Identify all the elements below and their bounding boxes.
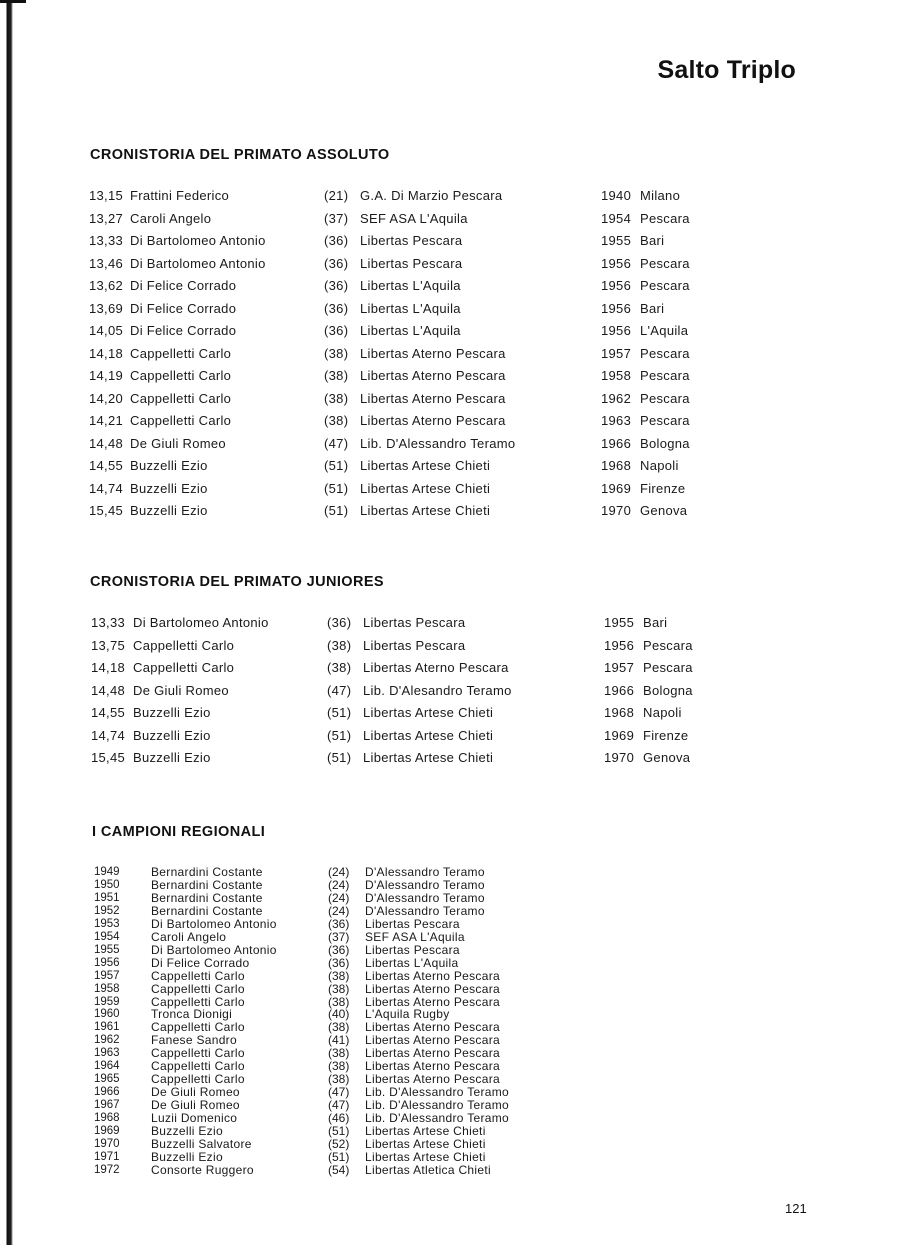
athlete-name: Buzzelli Ezio — [133, 705, 211, 720]
athlete-name: Buzzelli Salvatore — [151, 1136, 252, 1151]
club-code: (51) — [328, 1124, 350, 1138]
section-heading-champions: I CAMPIONI REGIONALI — [92, 824, 266, 840]
record-city: Pescara — [640, 255, 690, 271]
champion-year: 1971 — [94, 1150, 120, 1163]
record-year: 1956 — [601, 278, 632, 293]
club-name: L'Aquila Rugby — [365, 1007, 450, 1022]
athlete-name: Cappelletti Carlo — [130, 413, 232, 428]
club-name: Libertas Aterno Pescara — [365, 981, 500, 996]
table-row — [0, 256, 900, 276]
record-year: 1955 — [604, 615, 635, 630]
record-city: Pescara — [643, 660, 693, 675]
club-name: SEF ASA L'Aquila — [365, 929, 465, 944]
club-code: (24) — [328, 877, 350, 892]
table-row — [0, 1151, 900, 1164]
record-year: 1940 — [601, 188, 632, 203]
record-year: 1962 — [601, 390, 632, 406]
record-mark: 13,15 — [89, 188, 124, 203]
club-code: (51) — [324, 480, 349, 496]
club-name: Libertas Aterno Pescara — [365, 1072, 500, 1087]
record-mark: 13,75 — [91, 637, 126, 653]
club-code: (36) — [324, 278, 349, 293]
club-name: Libertas Artese Chieti — [365, 1149, 486, 1164]
record-city: Bologna — [643, 682, 693, 698]
club-code: (24) — [328, 903, 350, 918]
table-row — [0, 750, 900, 770]
club-code: (38) — [328, 1046, 350, 1061]
record-mark: 14,74 — [91, 727, 126, 743]
club-name: Libertas Pescara — [363, 615, 466, 630]
club-name: Libertas Aterno Pescara — [365, 968, 500, 983]
record-city: Bari — [640, 233, 665, 248]
champion-year: 1964 — [94, 1060, 120, 1073]
page-binding-mark — [0, 0, 26, 3]
athlete-name: Di Felice Corrado — [151, 955, 250, 970]
record-mark: 15,45 — [89, 503, 124, 518]
club-code: (36) — [328, 942, 350, 957]
table-row — [0, 278, 900, 298]
record-mark: 13,69 — [89, 300, 124, 316]
club-name: Lib. D'Alesandro Teramo — [363, 682, 512, 698]
champion-year: 1956 — [94, 956, 120, 969]
athlete-name: Cappelletti Carlo — [151, 1059, 245, 1074]
athlete-name: Frattini Federico — [130, 188, 230, 203]
club-code: (38) — [328, 968, 350, 983]
club-code: (51) — [324, 458, 349, 473]
club-code: (38) — [324, 368, 349, 383]
club-code: (38) — [324, 345, 349, 361]
table-row — [0, 458, 900, 478]
record-city: Bari — [643, 615, 668, 630]
club-code: (47) — [328, 1098, 350, 1113]
club-code: (36) — [328, 955, 350, 970]
record-city: Genova — [643, 750, 691, 765]
club-code: (38) — [328, 981, 350, 996]
champion-year: 1966 — [94, 1086, 120, 1099]
athlete-name: Cappelletti Carlo — [130, 368, 232, 383]
club-name: Libertas Artese Chieti — [360, 480, 491, 496]
athlete-name: Cappelletti Carlo — [151, 1072, 245, 1087]
club-code: (21) — [324, 188, 349, 203]
page-number: 121 — [785, 1201, 807, 1216]
champion-year: 1962 — [94, 1034, 120, 1047]
record-city: Bari — [640, 300, 665, 316]
athlete-name: De Giuli Romeo — [130, 435, 226, 451]
champion-year: 1965 — [94, 1073, 120, 1086]
record-city: Bologna — [640, 435, 690, 451]
table-row — [0, 323, 900, 343]
athlete-name: Cappelletti Carlo — [151, 1020, 245, 1035]
table-row — [0, 944, 900, 957]
athlete-name: Cappelletti Carlo — [151, 1046, 245, 1061]
table-row — [0, 892, 900, 905]
club-name: Lib. D'Alessandro Teramo — [365, 1111, 510, 1126]
athlete-name: Cappelletti Carlo — [151, 981, 245, 996]
table-row — [0, 211, 900, 231]
record-city: Firenze — [640, 480, 686, 496]
table-row — [0, 931, 900, 944]
club-name: Libertas Aterno Pescara — [360, 345, 506, 361]
record-city: Milano — [640, 188, 681, 203]
club-name: Libertas Atletica Chieti — [365, 1162, 491, 1177]
club-name: Libertas Artese Chieti — [360, 503, 491, 518]
club-name: Lib. D'Alessandro Teramo — [360, 435, 516, 451]
record-city: Napoli — [643, 705, 682, 720]
record-year: 1963 — [601, 413, 632, 428]
record-city: Pescara — [640, 390, 690, 406]
record-city: Napoli — [640, 458, 679, 473]
athlete-name: Cappelletti Carlo — [151, 968, 245, 983]
record-mark: 13,27 — [89, 210, 124, 226]
athlete-name: Bernardini Costante — [151, 903, 263, 918]
club-name: Libertas Artese Chieti — [363, 705, 494, 720]
club-code: (51) — [327, 750, 352, 765]
athlete-name: Di Bartolomeo Antonio — [151, 942, 277, 957]
club-code: (40) — [328, 1007, 350, 1022]
record-city: Pescara — [643, 637, 693, 653]
club-code: (41) — [328, 1033, 350, 1048]
champion-year: 1953 — [94, 917, 120, 930]
athlete-name: Cappelletti Carlo — [133, 660, 235, 675]
athlete-name: Di Bartolomeo Antonio — [133, 615, 269, 630]
athlete-name: Buzzelli Ezio — [130, 458, 208, 473]
record-mark: 15,45 — [91, 750, 126, 765]
champion-year: 1951 — [94, 891, 120, 904]
club-code: (38) — [324, 413, 349, 428]
record-year: 1970 — [601, 503, 632, 518]
table-row — [0, 728, 900, 748]
table-row — [0, 879, 900, 892]
athlete-name: Caroli Angelo — [151, 929, 227, 944]
record-year: 1954 — [601, 210, 632, 226]
champion-year: 1972 — [94, 1163, 120, 1176]
record-year: 1966 — [601, 435, 632, 451]
club-code: (54) — [328, 1162, 350, 1177]
club-code: (38) — [327, 637, 352, 653]
club-name: Libertas Pescara — [360, 255, 463, 271]
athlete-name: De Giuli Romeo — [151, 1085, 240, 1100]
club-name: Libertas Pescara — [365, 916, 460, 931]
athlete-name: Caroli Angelo — [130, 210, 212, 226]
champion-year: 1950 — [94, 878, 120, 891]
athlete-name: Buzzelli Ezio — [133, 727, 211, 743]
athlete-name: Di Bartolomeo Antonio — [130, 255, 266, 271]
section-heading-absolute: CRONISTORIA DEL PRIMATO ASSOLUTO — [90, 147, 390, 163]
section-heading-juniores: CRONISTORIA DEL PRIMATO JUNIORES — [90, 574, 384, 590]
athlete-name: Buzzelli Ezio — [133, 750, 211, 765]
record-mark: 14,18 — [89, 345, 124, 361]
champion-year: 1959 — [94, 995, 120, 1008]
athlete-name: Buzzelli Ezio — [151, 1149, 223, 1164]
athlete-name: Bernardini Costante — [151, 877, 263, 892]
record-mark: 14,74 — [89, 480, 124, 496]
athlete-name: Fanese Sandro — [151, 1033, 237, 1048]
record-year: 1969 — [604, 727, 635, 743]
champion-year: 1963 — [94, 1047, 120, 1060]
club-name: Libertas Pescara — [360, 233, 463, 248]
table-row — [0, 188, 900, 208]
record-mark: 13,46 — [89, 255, 124, 271]
record-mark: 14,21 — [89, 413, 124, 428]
table-row — [0, 996, 900, 1009]
club-code: (37) — [324, 210, 349, 226]
champion-year: 1961 — [94, 1021, 120, 1034]
page-title: Salto Triplo — [657, 56, 796, 84]
champion-year: 1949 — [94, 866, 120, 878]
club-code: (36) — [324, 255, 349, 271]
club-name: Libertas Aterno Pescara — [365, 1046, 500, 1061]
record-mark: 14,18 — [91, 660, 126, 675]
record-city: Firenze — [643, 727, 689, 743]
club-name: Libertas Artese Chieti — [365, 1124, 486, 1138]
record-mark: 14,48 — [89, 435, 124, 451]
club-name: Libertas Aterno Pescara — [360, 368, 506, 383]
champion-year: 1960 — [94, 1008, 120, 1021]
club-code: (38) — [327, 660, 352, 675]
table-row — [0, 413, 900, 433]
athlete-name: Cappelletti Carlo — [151, 994, 245, 1009]
table-row — [0, 660, 900, 680]
club-code: (47) — [327, 682, 352, 698]
club-name: Libertas L'Aquila — [365, 955, 459, 970]
record-mark: 14,55 — [91, 705, 126, 720]
club-code: (24) — [328, 890, 350, 905]
club-name: Libertas Aterno Pescara — [360, 413, 506, 428]
record-year: 1968 — [604, 705, 635, 720]
athlete-name: Bernardini Costante — [151, 865, 263, 879]
table-row — [0, 970, 900, 983]
club-code: (38) — [328, 1020, 350, 1035]
table-row — [0, 705, 900, 725]
athlete-name: Di Felice Corrado — [130, 323, 237, 338]
record-year: 1956 — [601, 323, 632, 338]
club-code: (51) — [324, 503, 349, 518]
table-row — [0, 1138, 900, 1151]
club-name: Libertas L'Aquila — [360, 323, 461, 338]
club-name: Libertas L'Aquila — [360, 300, 461, 316]
club-code: (36) — [328, 916, 350, 931]
club-name: Libertas Aterno Pescara — [360, 390, 506, 406]
club-code: (52) — [328, 1136, 350, 1151]
athlete-name: Cappelletti Carlo — [130, 345, 232, 361]
champion-year: 1954 — [94, 930, 120, 943]
record-mark: 14,05 — [89, 323, 124, 338]
club-code: (51) — [328, 1149, 350, 1164]
club-code: (38) — [324, 390, 349, 406]
record-mark: 14,55 — [89, 458, 124, 473]
champion-year: 1970 — [94, 1137, 120, 1150]
champion-year: 1958 — [94, 982, 120, 995]
table-row — [0, 481, 900, 501]
record-year: 1968 — [601, 458, 632, 473]
club-code: (36) — [324, 323, 349, 338]
club-name: Libertas Pescara — [365, 942, 460, 957]
athlete-name: Luzii Domenico — [151, 1111, 238, 1126]
athlete-name: Tronca Dionigi — [151, 1007, 233, 1022]
table-row — [0, 1164, 900, 1177]
athlete-name: Buzzelli Ezio — [130, 480, 208, 496]
record-year: 1956 — [601, 255, 632, 271]
record-year: 1956 — [601, 300, 632, 316]
record-year: 1955 — [601, 233, 632, 248]
club-code: (38) — [328, 1059, 350, 1074]
club-name: D'Alessandro Teramo — [365, 877, 485, 892]
table-row — [0, 905, 900, 918]
champion-year: 1957 — [94, 969, 120, 982]
club-name: G.A. Di Marzio Pescara — [360, 188, 503, 203]
club-name: Libertas Artese Chieti — [365, 1136, 486, 1151]
athlete-name: Di Bartolomeo Antonio — [151, 916, 277, 931]
club-name: Libertas Artese Chieti — [360, 458, 491, 473]
record-year: 1957 — [601, 345, 632, 361]
record-mark: 14,48 — [91, 682, 126, 698]
club-code: (36) — [324, 300, 349, 316]
club-code: (37) — [328, 929, 350, 944]
record-mark: 13,33 — [91, 615, 126, 630]
club-code: (24) — [328, 865, 350, 879]
club-name: Libertas Aterno Pescara — [365, 1059, 500, 1074]
athlete-name: Buzzelli Ezio — [151, 1124, 223, 1138]
record-city: Pescara — [640, 413, 690, 428]
table-row — [0, 983, 900, 996]
table-row — [0, 957, 900, 970]
record-year: 1966 — [604, 682, 635, 698]
record-city: Pescara — [640, 345, 690, 361]
club-name: Lib. D'Alessandro Teramo — [365, 1098, 510, 1113]
club-name: Libertas Artese Chieti — [363, 727, 494, 743]
club-name: D'Alessandro Teramo — [365, 865, 485, 879]
club-name: Libertas Aterno Pescara — [365, 1033, 500, 1048]
club-code: (38) — [328, 1072, 350, 1087]
athlete-name: Cappelletti Carlo — [133, 637, 235, 653]
record-city: Genova — [640, 503, 688, 518]
athlete-name: Cappelletti Carlo — [130, 390, 232, 406]
record-city: L'Aquila — [640, 323, 689, 338]
club-code: (46) — [328, 1111, 350, 1126]
club-name: Libertas Artese Chieti — [363, 750, 494, 765]
champion-year: 1952 — [94, 904, 120, 917]
club-name: Libertas L'Aquila — [360, 278, 461, 293]
table-row — [0, 368, 900, 388]
record-city: Pescara — [640, 368, 690, 383]
table-row — [0, 638, 900, 658]
champion-year: 1967 — [94, 1099, 120, 1112]
club-code: (38) — [328, 994, 350, 1009]
club-code: (47) — [324, 435, 349, 451]
record-year: 1957 — [604, 660, 635, 675]
athlete-name: De Giuli Romeo — [133, 682, 229, 698]
record-year: 1969 — [601, 480, 632, 496]
club-name: Libertas Aterno Pescara — [365, 1020, 500, 1035]
champion-year: 1955 — [94, 943, 120, 956]
athlete-name: De Giuli Romeo — [151, 1098, 240, 1113]
athlete-name: Di Felice Corrado — [130, 278, 237, 293]
club-name: Libertas Aterno Pescara — [365, 994, 500, 1009]
record-mark: 14,19 — [89, 368, 124, 383]
record-year: 1956 — [604, 637, 635, 653]
table-row — [0, 615, 900, 635]
club-name: Lib. D'Alessandro Teramo — [365, 1085, 510, 1100]
table-row — [0, 918, 900, 931]
record-year: 1970 — [604, 750, 635, 765]
table-row — [0, 346, 900, 366]
athlete-name: Bernardini Costante — [151, 890, 263, 905]
record-mark: 14,20 — [89, 390, 124, 406]
club-name: D'Alessandro Teramo — [365, 903, 485, 918]
club-code: (47) — [328, 1085, 350, 1100]
champion-year: 1968 — [94, 1112, 120, 1125]
club-name: Libertas Pescara — [363, 637, 466, 653]
club-code: (51) — [327, 727, 352, 743]
table-row — [0, 391, 900, 411]
champion-year: 1969 — [94, 1125, 120, 1137]
club-code: (36) — [327, 615, 352, 630]
record-city: Pescara — [640, 278, 690, 293]
athlete-name: Di Bartolomeo Antonio — [130, 233, 266, 248]
club-name: Libertas Aterno Pescara — [363, 660, 509, 675]
club-code: (51) — [327, 705, 352, 720]
athlete-name: Di Felice Corrado — [130, 300, 237, 316]
athlete-name: Consorte Ruggero — [151, 1162, 254, 1177]
athlete-name: Buzzelli Ezio — [130, 503, 208, 518]
record-mark: 13,62 — [89, 278, 124, 293]
table-row — [0, 503, 900, 523]
club-name: D'Alessandro Teramo — [365, 890, 485, 905]
record-year: 1958 — [601, 368, 632, 383]
club-code: (36) — [324, 233, 349, 248]
table-row — [0, 233, 900, 253]
table-row — [0, 683, 900, 703]
table-row — [0, 436, 900, 456]
table-row — [0, 301, 900, 321]
record-mark: 13,33 — [89, 233, 124, 248]
record-city: Pescara — [640, 210, 690, 226]
club-name: SEF ASA L'Aquila — [360, 210, 468, 226]
